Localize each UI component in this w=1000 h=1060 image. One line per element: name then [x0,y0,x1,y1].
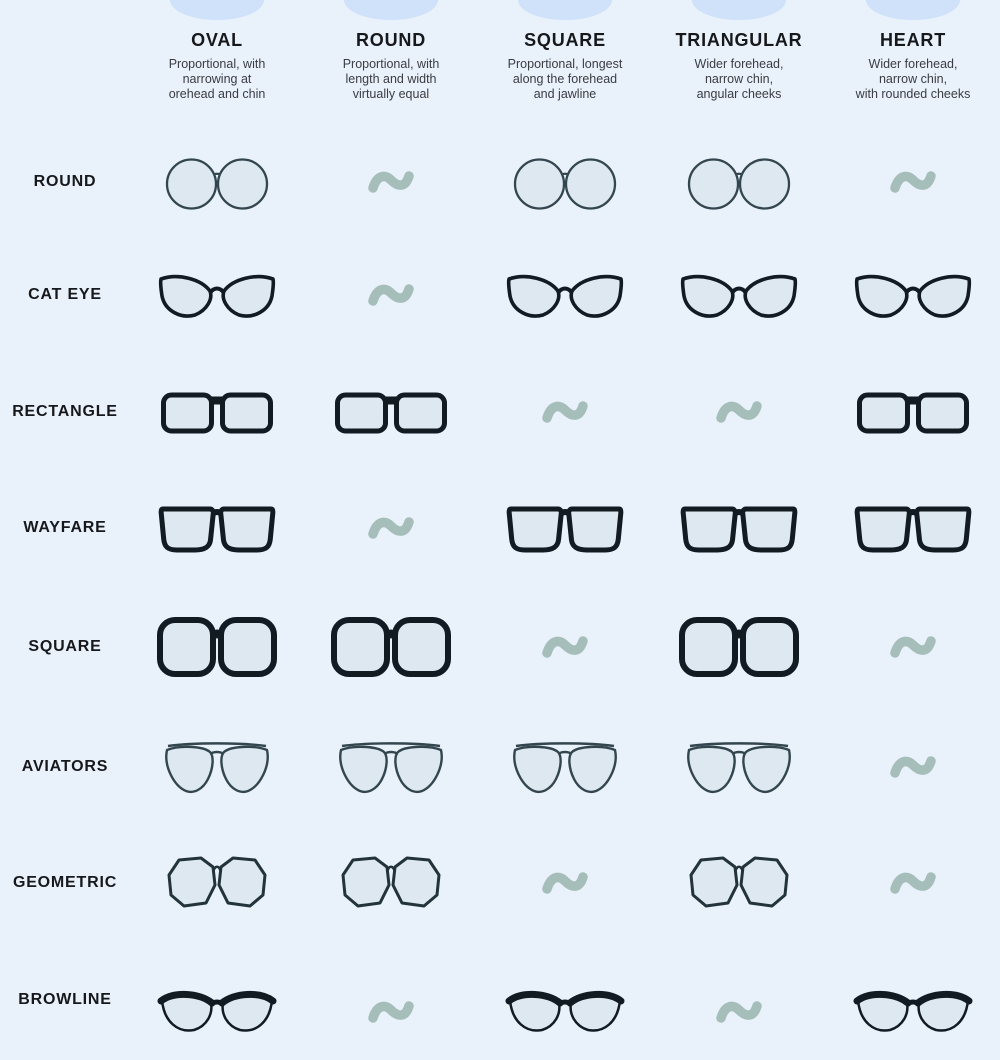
cell-round-square [478,153,652,211]
column-header-oval [130,0,304,102]
matrix-row-browline [0,940,1000,1060]
cell-wayfare-round [304,513,478,543]
aviators-glasses-icon [681,738,797,796]
cell-aviators-round [304,738,478,796]
matrix-row-wayfare [0,468,1000,588]
column-header-heart [826,0,1000,102]
row-label-square: SQUARE [28,638,102,655]
row-label-browline: BROWLINE [18,991,112,1008]
not-recommended-tilde-icon [541,632,589,662]
browline-glasses-icon [852,986,974,1038]
column-desc: Proportional, with narrowing at orehead and chin [168,57,266,101]
wayfare-glasses-icon [503,502,627,554]
cell-geometric-triangular [652,853,826,913]
wayfare-glasses-icon [677,502,801,554]
rectangle-glasses-icon [855,388,971,436]
matrix-row-square [0,587,1000,707]
wayfare-glasses-icon [851,502,975,554]
round-face-icon [344,0,438,20]
cell-square-square [478,632,652,662]
not-recommended-tilde-icon [889,632,937,662]
cell-cateye-square [478,270,652,320]
row-label-aviators: AVIATORS [21,758,109,775]
not-recommended-tilde-icon [889,167,937,197]
not-recommended-tilde-icon [715,397,763,427]
cell-round-round [304,167,478,197]
round-glasses-icon [686,153,792,211]
cell-rectangle-triangular [652,397,826,427]
column-desc: Wider forehead, narrow chin, with rounded cheeks [855,57,971,101]
cell-rectangle-oval [130,388,304,436]
row-label-cateye: CAT EYE [28,286,102,303]
column-header-round [304,0,478,102]
column-desc: Proportional, longest along the forehead and jawline [507,57,623,101]
cell-cateye-heart [826,270,1000,320]
geometric-glasses-icon [683,853,795,913]
rectangle-glasses-icon [333,388,449,436]
square-glasses-icon [330,616,452,678]
cell-cateye-round [304,280,478,310]
round-glasses-icon [512,153,618,211]
not-recommended-tilde-icon [367,167,415,197]
aviators-glasses-icon [507,738,623,796]
cell-cateye-oval [130,270,304,320]
round-glasses-icon [164,153,270,211]
column-header-square [478,0,652,102]
heart-face-icon [866,0,960,20]
cell-rectangle-heart [826,388,1000,436]
rectangle-glasses-icon [159,388,275,436]
triangular-face-icon [692,0,786,20]
matrix-row-rectangle [0,352,1000,472]
row-label-rectangle: RECTANGLE [12,403,118,420]
not-recommended-tilde-icon [541,397,589,427]
wayfare-glasses-icon [155,502,279,554]
cell-geometric-heart [826,868,1000,898]
square-face-icon [518,0,612,20]
cell-aviators-oval [130,738,304,796]
browline-glasses-icon [504,986,626,1038]
column-title: OVAL [191,30,243,50]
column-title: HEART [880,30,946,50]
cell-rectangle-square [478,397,652,427]
cateye-glasses-icon [156,270,278,320]
cell-round-triangular [652,153,826,211]
cell-browline-oval [130,986,304,1038]
matrix-row-round [0,122,1000,242]
matrix-row-geometric [0,823,1000,943]
cell-round-heart [826,167,1000,197]
column-title: TRIANGULAR [675,30,803,50]
cell-geometric-square [478,868,652,898]
column-desc: Wider forehead, narrow chin, angular cheeks [694,57,784,101]
cell-geometric-round [304,853,478,913]
cell-rectangle-round [304,388,478,436]
not-recommended-tilde-icon [367,513,415,543]
cell-aviators-triangular [652,738,826,796]
oval-face-icon [170,0,264,20]
cell-browline-heart [826,986,1000,1038]
browline-glasses-icon [156,986,278,1038]
cell-cateye-triangular [652,270,826,320]
matrix-row-cateye [0,235,1000,355]
row-label-wayfare: WAYFARE [23,519,107,536]
cell-square-heart [826,632,1000,662]
column-header-triangular [652,0,826,102]
cell-browline-triangular [652,997,826,1027]
column-desc: Proportional, with length and width virtually equal [342,57,440,101]
not-recommended-tilde-icon [889,752,937,782]
row-label-geometric: GEOMETRIC [12,874,118,891]
cell-square-round [304,616,478,678]
cell-round-oval [130,153,304,211]
face-shape-header-row [130,0,1000,102]
not-recommended-tilde-icon [541,868,589,898]
cell-browline-round [304,997,478,1027]
not-recommended-tilde-icon [367,997,415,1027]
square-glasses-icon [156,616,278,678]
column-title: ROUND [356,30,426,50]
cateye-glasses-icon [852,270,974,320]
cell-aviators-heart [826,752,1000,782]
column-title: SQUARE [524,30,606,50]
cell-aviators-square [478,738,652,796]
matrix-row-aviators [0,707,1000,827]
not-recommended-tilde-icon [367,280,415,310]
aviators-glasses-icon [333,738,449,796]
cell-square-triangular [652,616,826,678]
square-glasses-icon [678,616,800,678]
cell-wayfare-triangular [652,502,826,554]
cateye-glasses-icon [504,270,626,320]
cateye-glasses-icon [678,270,800,320]
cell-wayfare-square [478,502,652,554]
cell-wayfare-heart [826,502,1000,554]
row-label-round: ROUND [33,173,97,190]
cell-browline-square [478,986,652,1038]
not-recommended-tilde-icon [889,868,937,898]
cell-geometric-oval [130,853,304,913]
aviators-glasses-icon [159,738,275,796]
not-recommended-tilde-icon [715,997,763,1027]
geometric-glasses-icon [335,853,447,913]
cell-wayfare-oval [130,502,304,554]
cell-square-oval [130,616,304,678]
geometric-glasses-icon [161,853,273,913]
